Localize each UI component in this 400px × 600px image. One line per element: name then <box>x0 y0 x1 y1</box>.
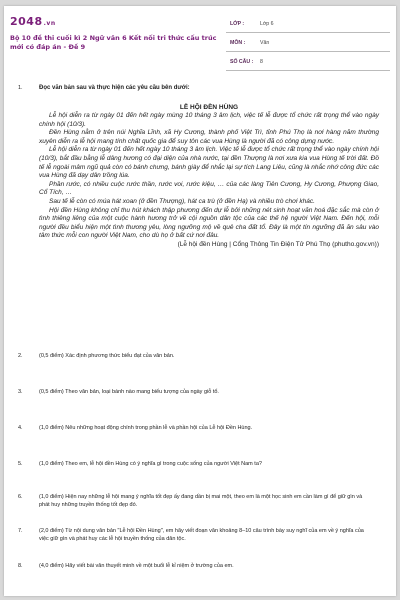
class-label: LỚP : <box>230 21 245 27</box>
passage-paragraph: Đền Hùng nằm ở trên núi Nghĩa Lĩnh, xã Hy Cương, thành phố Việt Trì, tỉnh Phú Thọ là nơi hàng năm thường xuyên diễn ra lễ hội mang tính chất quốc gia để suy tôn các vua Hùng là người đã có công dựng nước. <box>39 129 379 145</box>
question-text: (4,0 điểm) Hãy viết bài văn thuyết minh về một buổi lễ kỉ niệm ở trường của em. <box>39 563 234 569</box>
question-text: (0,5 điểm) Theo văn bản, loại bánh nào mang biểu tượng của ngày giỗ tổ. <box>39 389 219 395</box>
question-count-value: 8 <box>260 59 263 65</box>
question-number: 4. <box>18 425 23 431</box>
question-count-label: SỐ CÂU : <box>230 59 254 65</box>
question-text: Đọc văn bản sau và thực hiện các yêu cầu bên dưới: <box>39 85 190 91</box>
passage-paragraph: Sau tế lễ còn có múa hát xoan (ở đền Thượng), hát ca trù (ở đền Hạ) và nhiều trò chơi khác. <box>49 197 315 205</box>
site-logo[interactable] <box>10 15 56 28</box>
passage-paragraph: Lễ hội diễn ra từ ngày 01 đến hết ngày 10 tháng 3 âm lịch. Việc tế lễ được tổ chức rất trọng thể vào ngày chính hội (10/3), bắt đầu bằng lễ dâng hương có đại diện của nhà nước, tại đền Thượng là nơi xưa kia vua Hùng tế trời đất. Đồ tế lễ ngoài mâm ngũ quả còn có bánh chưng, bánh giày để nhắc lại sự tích Lang Liêu, cũng là nhắc nhớ công đức các vua Hùng đã dạy dân trồng lúa. <box>39 146 379 180</box>
question-number: 3. <box>18 389 23 395</box>
exam-page <box>4 6 396 596</box>
passage-title: LỄ HỘI ĐỀN HÙNG <box>179 104 239 111</box>
question-number: 8. <box>18 563 23 569</box>
passage-source: (Lễ hội đền Hùng | Cổng Thông Tin Điện Tử Phú Thọ (phutho.gov.vn)) <box>177 240 379 248</box>
info-row-class <box>226 14 390 33</box>
logo-text: 2048 <box>10 15 43 28</box>
question-number: 2. <box>18 353 23 359</box>
class-value: Lớp 6 <box>260 21 274 27</box>
subject-label: MÔN : <box>230 40 246 46</box>
question-text: (2,0 điểm) Từ nội dung văn bản "Lễ hội Đền Hùng", em hãy viết đoạn văn khoảng 8–10 câu trình bày suy nghĩ của em về ý nghĩa của việc giữ gìn và phát huy các lễ hội truyền thống của dân tộc. <box>39 528 364 542</box>
question-number: 5. <box>18 461 23 467</box>
reading-passage <box>39 104 379 250</box>
passage-paragraph: Hội đền Hùng không chỉ thu hút khách thập phương đến dự lễ bởi những nét sinh hoạt văn hoá đặc sắc mà còn ở tình thiêng liêng của một cuộc hành hương trở về cội nguồn dân tộc của các thế hệ người Việt Nam. Đến hội, mỗi người đều biểu hiện một tình thương yêu, lòng ngưỡng mộ về quê cha đất tổ. Đây là một tín ngưỡng đã ăn sâu vào tâm thức mỗi con người Việt Nam, cho dù họ ở bất cứ nơi đâu. <box>39 206 379 240</box>
question-number: 6. <box>18 494 23 500</box>
subject-value: Văn <box>260 40 270 46</box>
question-number: 7. <box>18 528 23 534</box>
info-row-subject <box>226 33 390 52</box>
logo-suffix: .vn <box>43 20 56 27</box>
question-text: (0,5 điểm) Xác định phương thức biểu đạt của văn bản. <box>39 353 175 359</box>
passage-paragraph: Phần rước, có nhiều cuộc rước thần, rước voi, rước kiệu, … của các làng Tiên Cương, Hy Cương, Phượng Giao, Cổ Tích, … <box>39 180 379 197</box>
question-text: (1,0 điểm) Nêu những hoạt động chính trong phần lễ và phần hội của Lễ hội Đền Hùng. <box>39 425 253 431</box>
question-text: (1,0 điểm) Theo em, lễ hội đền Hùng có ý nghĩa gì trong cuộc sống của người Việt Nam ta? <box>39 461 262 467</box>
exam-info-table <box>226 14 390 71</box>
question-text: (1,0 điểm) Hiện nay những lễ hội mang ý nghĩa tốt đẹp ấy đang dần bị mai một, theo em là một học sinh em cần làm gì để giữ gìn và phát huy những truyền thống tốt đẹp đó. <box>39 494 363 508</box>
exam-title: Bộ 10 đề thi cuối kì 2 Ngữ văn 6 Kết nối tri thức cấu trúc mới có đáp án - Đề 9 <box>10 34 217 51</box>
info-row-question-count <box>226 52 390 71</box>
question-number: 1. <box>18 85 23 91</box>
passage-paragraph: Lễ hội diễn ra từ ngày 01 đến hết ngày mùng 10 tháng 3 âm lịch, việc tế lễ được tổ chức rất trọng thể vào ngày chính hội (10/3). <box>39 112 379 128</box>
